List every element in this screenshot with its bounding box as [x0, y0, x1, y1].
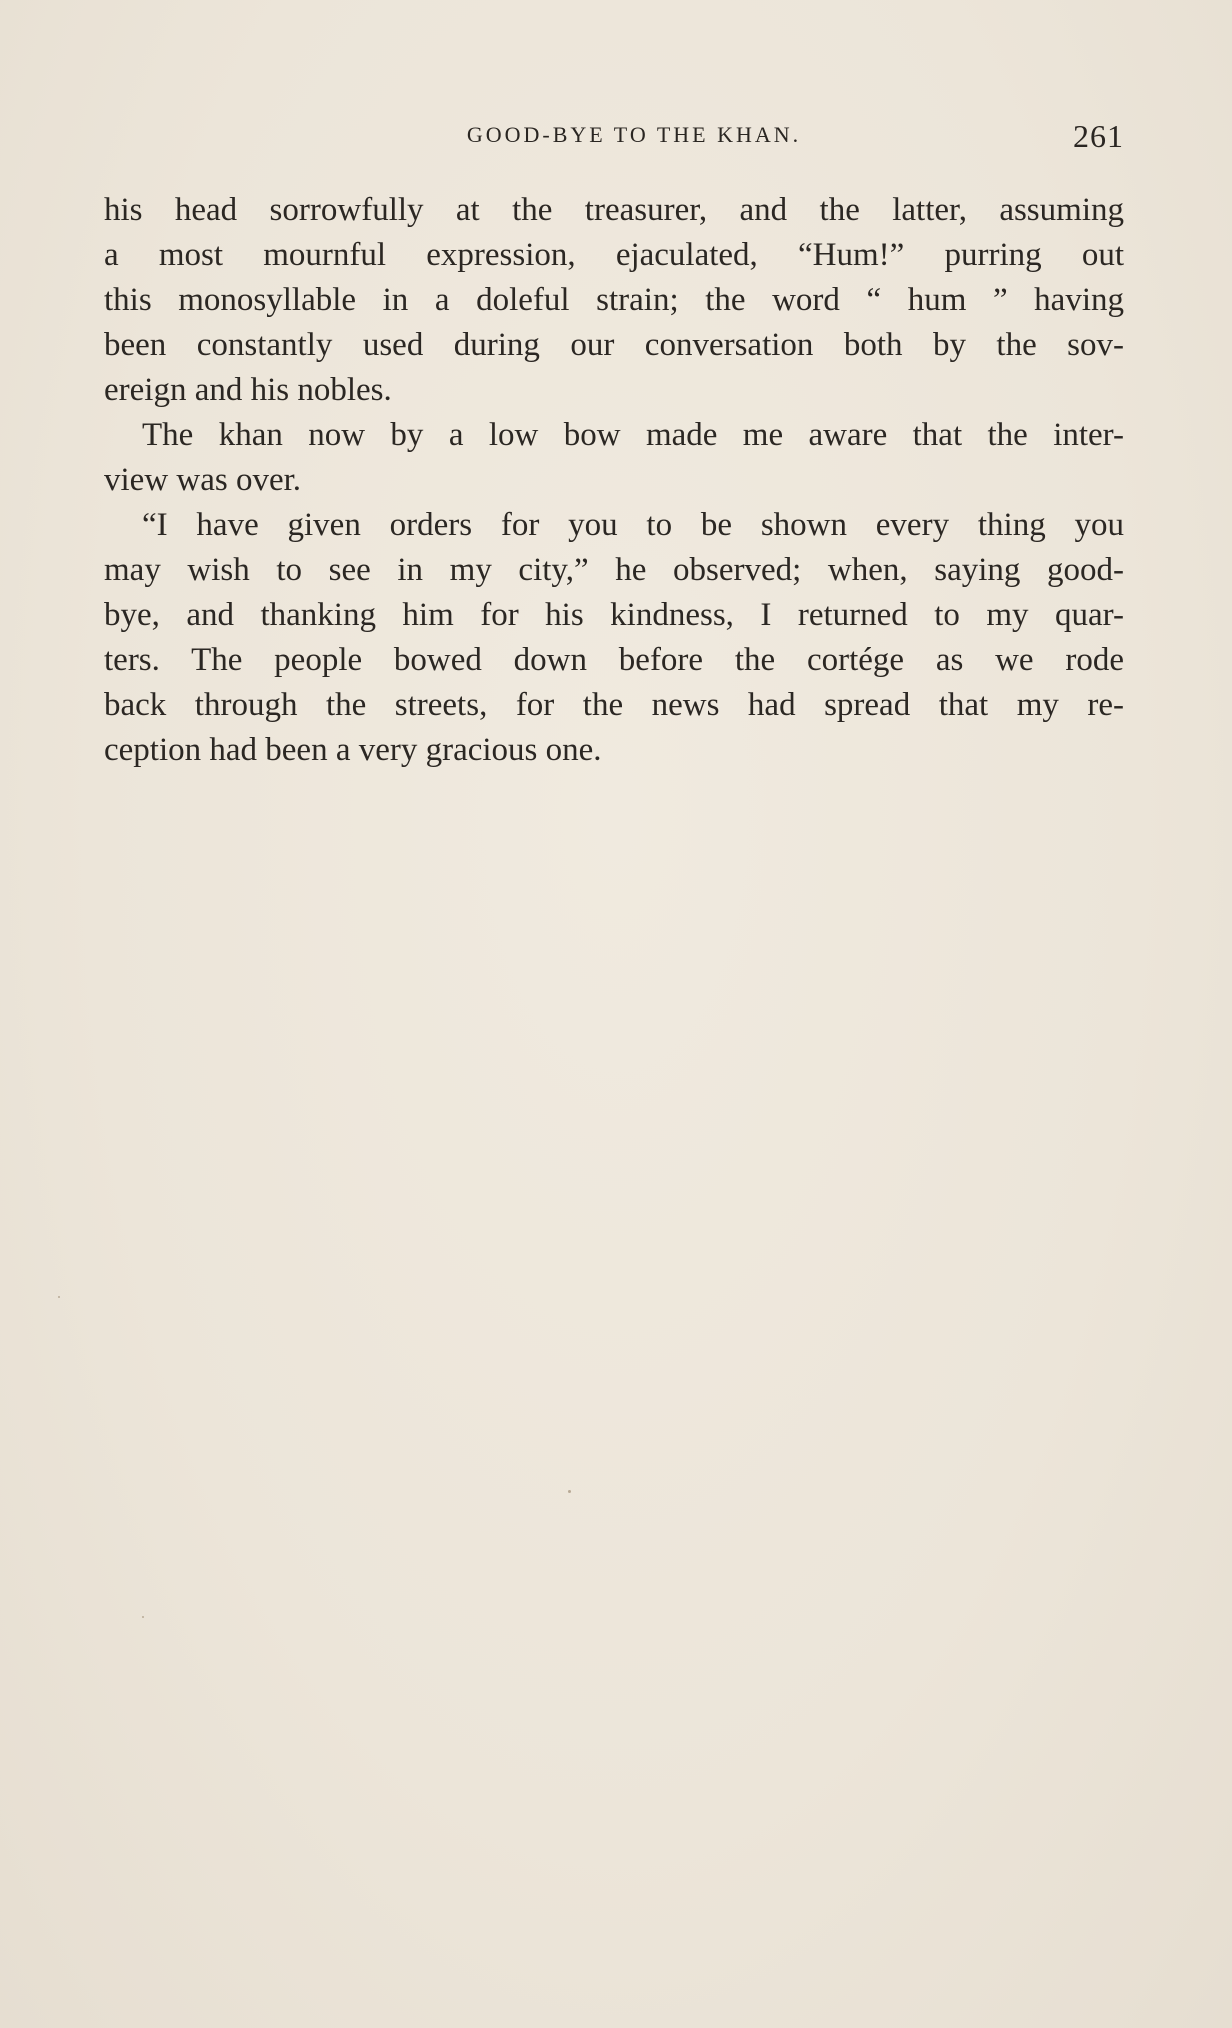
- paragraph: [104, 413, 1124, 503]
- paragraph: [104, 188, 1124, 413]
- running-head: [104, 118, 1124, 158]
- text-line: The khan now by a low bow made me aware that the inter-: [142, 417, 1124, 453]
- text-line: this monosyllable in a doleful strain; the word “ hum ” having: [104, 282, 1124, 318]
- text-line: ereign and his nobles.: [104, 372, 392, 408]
- text-line: ters. The people bowed down before the cortége as we rode: [104, 642, 1124, 678]
- running-title: GOOD-BYE TO THE KHAN.: [466, 122, 802, 147]
- paper-speck: [58, 1296, 60, 1298]
- text-line: back through the streets, for the news had spread that my re-: [104, 687, 1124, 723]
- page-number: 261: [1073, 118, 1124, 154]
- paper-speck: [142, 1616, 144, 1618]
- text-line: view was over.: [104, 462, 302, 498]
- text-line: “I have given orders for you to be shown every thing you: [142, 507, 1124, 543]
- text-line: his head sorrowfully at the treasurer, and the latter, assuming: [104, 192, 1124, 228]
- paragraph: [104, 503, 1124, 773]
- text-line: bye, and thanking him for his kindness, I returned to my quar-: [104, 597, 1124, 633]
- text-line: may wish to see in my city,” he observed; when, saying good-: [104, 552, 1124, 588]
- text-line: ception had been a very gracious one.: [104, 732, 602, 768]
- body-text: [104, 188, 1124, 773]
- text-line: a most mournful expression, ejaculated, “Hum!” purring out: [104, 237, 1124, 273]
- text-line: been constantly used during our conversation both by the sov-: [104, 327, 1124, 363]
- paper-speck: [568, 1490, 571, 1493]
